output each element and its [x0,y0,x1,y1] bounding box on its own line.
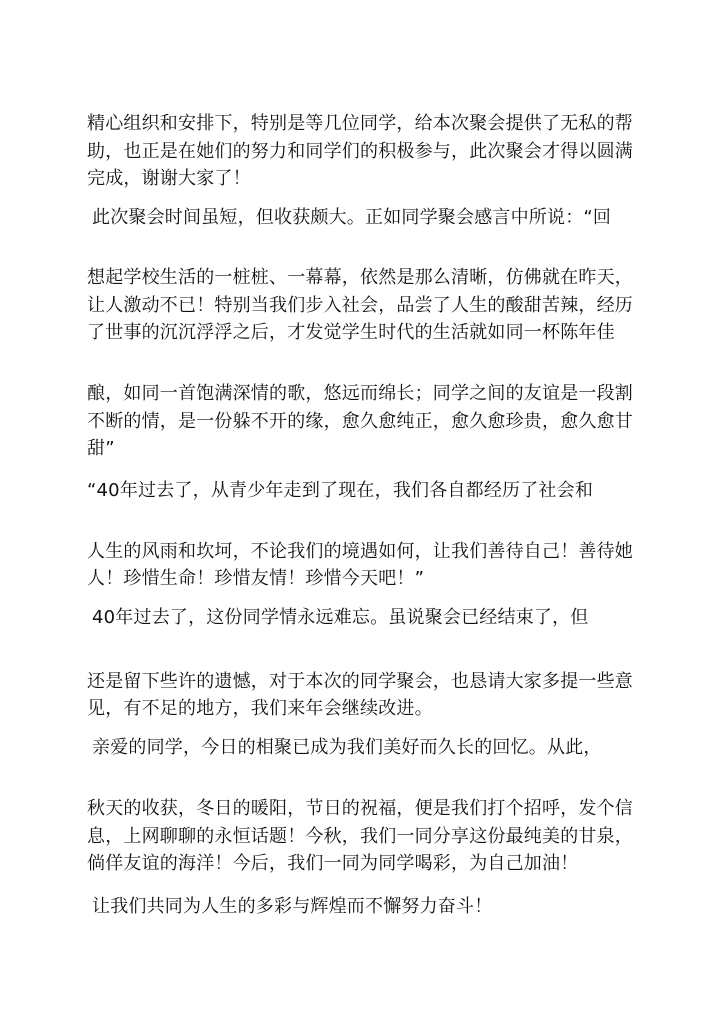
text-line: 见，有不足的地方，我们来年会继续改进。 [87,698,433,719]
text-line: 还是留下些许的遗憾，对于本次的同学聚会，也恳请大家多提一些意 [87,671,633,692]
text-line: 亲爱的同学，今日的相聚已成为我们美好而久长的回忆。从此， [92,737,602,758]
text-line: 了世事的沉沉浮浮之后，才发觉学生时代的生活就如同一杯陈年佳 [87,322,615,343]
text-line: 此次聚会时间虽短，但收获颇大。正如同学聚会感言中所说：“回 [92,207,612,228]
text-line: 不断的情，是一份躲不开的缘，愈久愈纯正，愈久愈珍贵，愈久愈甘 [87,411,633,432]
text-line: 息，上网聊聊的永恒话题！今秋，我们一同分享这份最纯美的甘泉， [87,826,633,847]
text-line: 人生的风雨和坎坷，不论我们的境遇如何，让我们善待自己！善待她 [87,541,633,562]
text-line: 40年过去了，这份同学情永远难忘。虽说聚会已经结束了，但 [92,607,589,628]
text-line: 想起学校生活的一桩桩、一幕幕，依然是那么清晰，仿佛就在昨天， [87,267,633,288]
text-line: 人！珍惜生命！珍惜友情！珍惜今天吧！” [87,568,425,589]
text-line: 倘佯友谊的海洋！今后，我们一同为同学喝彩，为自己加油！ [87,853,579,874]
text-line: 酿，如同一首饱满深情的歌，悠远而绵长；同学之间的友谊是一段割 [87,383,633,404]
text-line: 完成，谢谢大家了！ [87,168,251,189]
text-line: “40年过去了，从青少年走到了现在，我们各自都经历了社会和 [87,480,594,501]
text-line: 助，也正是在她们的努力和同学们的积极参与，此次聚会才得以圆满 [87,141,633,162]
text-line: 秋天的收获，冬日的暖阳，节日的祝福，便是我们打个招呼，发个信 [87,798,633,819]
text-line: 甜” [87,438,115,459]
text-line: 让人激动不已！特别当我们步入社会，品尝了人生的酸甜苦辣，经历 [87,295,633,316]
text-line: 让我们共同为人生的多彩与辉煌而不懈努力奋斗！ [92,896,493,917]
text-line: 精心组织和安排下，特别是等几位同学，给本次聚会提供了无私的帮 [87,113,633,134]
